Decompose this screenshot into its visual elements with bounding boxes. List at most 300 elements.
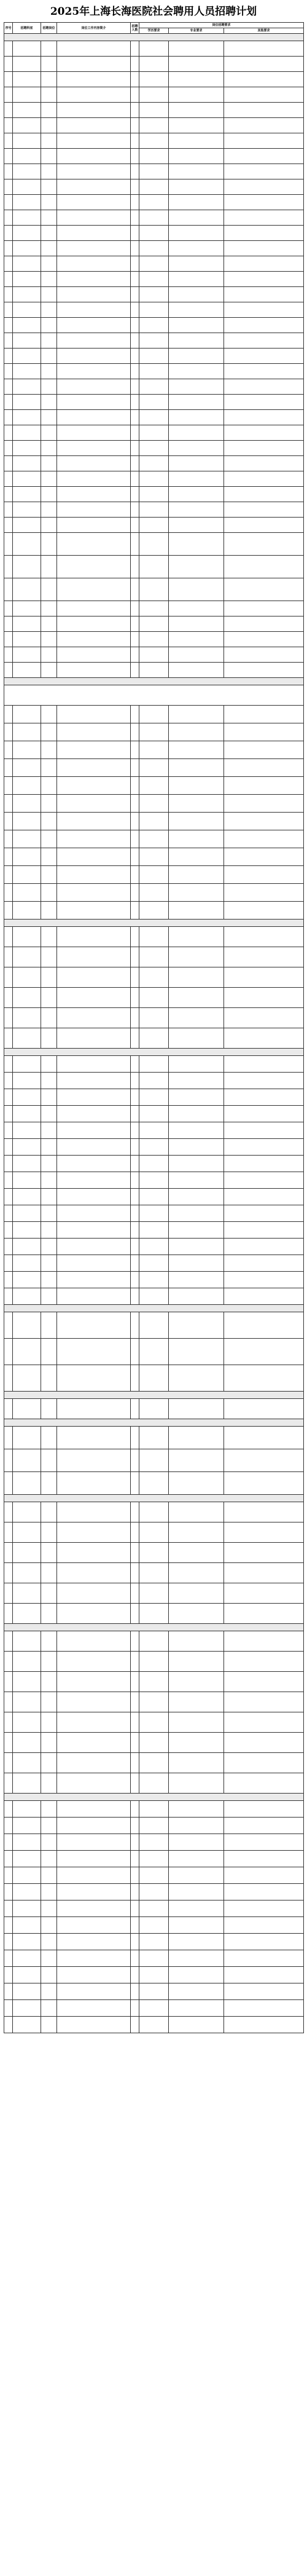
table-cell [169, 1773, 224, 1794]
table-cell [4, 556, 13, 578]
table-cell [224, 2000, 304, 2017]
table-cell [41, 1089, 57, 1106]
table-cell [41, 601, 57, 616]
table-cell [224, 533, 304, 556]
table-cell [169, 272, 224, 287]
table-cell [13, 663, 41, 678]
table-cell [169, 1818, 224, 1834]
table-cell [139, 647, 169, 663]
table-cell [131, 759, 139, 777]
table-cell [224, 1712, 304, 1733]
table-cell [57, 210, 131, 226]
table-cell [224, 72, 304, 87]
table-cell [131, 118, 139, 133]
table-cell [4, 57, 13, 72]
table-cell [224, 777, 304, 795]
table-cell [41, 830, 57, 848]
header-count: 招聘人数 [131, 23, 139, 34]
table-cell [131, 866, 139, 884]
table-cell [131, 1773, 139, 1794]
table-cell [41, 349, 57, 364]
table-cell [41, 1604, 57, 1624]
table-cell [139, 410, 169, 425]
table-cell [139, 1867, 169, 1884]
table-cell [224, 195, 304, 210]
table-cell [57, 759, 131, 777]
table-cell [224, 1967, 304, 1983]
table-row [4, 1967, 304, 1983]
table-row [4, 1239, 304, 1255]
table-cell [57, 1563, 131, 1583]
table-cell [41, 441, 57, 456]
table-cell [169, 395, 224, 410]
page-title: 2025年上海长海医院社会聘用人员招聘计划 [50, 6, 257, 18]
table-cell [139, 1917, 169, 1934]
table-cell [224, 556, 304, 578]
table-cell [224, 813, 304, 830]
table-cell [13, 1672, 41, 1692]
table-cell [169, 616, 224, 632]
table-cell [57, 632, 131, 647]
table-row [4, 777, 304, 795]
table-cell [57, 1255, 131, 1272]
table-cell [224, 471, 304, 487]
table-cell [57, 1472, 131, 1495]
table-cell [131, 1205, 139, 1222]
table-cell [13, 813, 41, 830]
table-cell [41, 1867, 57, 1884]
table-cell [139, 556, 169, 578]
table-cell [13, 1834, 41, 1851]
table-cell [224, 1056, 304, 1073]
table-cell [41, 1288, 57, 1305]
table-cell [57, 487, 131, 502]
table-cell [224, 848, 304, 866]
note-cell [4, 685, 304, 706]
table-cell [169, 1449, 224, 1472]
table-cell [13, 1449, 41, 1472]
table-cell [169, 1950, 224, 1967]
table-cell [169, 1122, 224, 1139]
table-cell [169, 1983, 224, 2000]
table-cell [131, 364, 139, 379]
table-cell [41, 1950, 57, 1967]
table-cell [131, 1967, 139, 1983]
table-cell [13, 1983, 41, 2000]
table-cell [4, 1583, 13, 1604]
table-row [4, 133, 304, 149]
table-cell [169, 1934, 224, 1950]
table-cell [139, 318, 169, 333]
table-row [4, 456, 304, 471]
table-cell [57, 1365, 131, 1392]
table-cell [169, 57, 224, 72]
table-cell [41, 1631, 57, 1652]
table-cell [224, 1867, 304, 1884]
table-row [4, 866, 304, 884]
table-cell [4, 1851, 13, 1867]
table-cell [224, 616, 304, 632]
table-cell [41, 241, 57, 256]
table-cell [13, 164, 41, 179]
table-cell [41, 57, 57, 72]
table-cell [4, 1867, 13, 1884]
table-cell [4, 195, 13, 210]
table-cell [13, 1056, 41, 1073]
table-cell [169, 149, 224, 164]
table-cell [169, 866, 224, 884]
table-cell [57, 2000, 131, 2017]
table-cell [131, 1652, 139, 1672]
table-cell [169, 118, 224, 133]
table-cell [4, 210, 13, 226]
table-cell [224, 118, 304, 133]
table-cell [224, 1917, 304, 1934]
table-row [4, 318, 304, 333]
table-cell [224, 1583, 304, 1604]
table-cell [169, 795, 224, 813]
table-cell [13, 1255, 41, 1272]
table-cell [139, 1801, 169, 1818]
table-cell [224, 1312, 304, 1339]
table-cell [57, 87, 131, 103]
table-cell [57, 1652, 131, 1672]
table-cell [169, 1884, 224, 1900]
table-cell [169, 164, 224, 179]
table-cell [13, 927, 41, 947]
table-cell [41, 795, 57, 813]
table-cell [139, 1522, 169, 1543]
table-row [4, 663, 304, 678]
table-cell [41, 1028, 57, 1049]
table-cell [139, 723, 169, 741]
table-cell [169, 848, 224, 866]
table-cell [169, 1604, 224, 1624]
table-cell [131, 1692, 139, 1712]
table-cell [4, 1028, 13, 1049]
table-cell [139, 1753, 169, 1773]
table-cell [224, 1884, 304, 1900]
table-cell [13, 1652, 41, 1672]
table-cell [57, 195, 131, 210]
table-cell [131, 1189, 139, 1205]
table-cell [4, 1801, 13, 1818]
table-cell [57, 1983, 131, 2000]
table-row [4, 349, 304, 364]
table-cell [13, 1583, 41, 1604]
table-cell [224, 1156, 304, 1172]
table-cell [131, 1712, 139, 1733]
table-row [4, 2017, 304, 2033]
table-cell [4, 1106, 13, 1122]
table-cell [4, 647, 13, 663]
table-row [4, 1851, 304, 1867]
table-cell [169, 1563, 224, 1583]
table-cell [4, 1753, 13, 1773]
table-cell [131, 41, 139, 57]
table-cell [41, 1427, 57, 1449]
table-cell [139, 302, 169, 318]
table-cell [41, 1733, 57, 1753]
table-cell [169, 425, 224, 441]
table-cell [13, 777, 41, 795]
table-cell [131, 947, 139, 967]
table-cell [57, 179, 131, 195]
table-cell [139, 1449, 169, 1472]
table-cell [13, 632, 41, 647]
table-cell [4, 1631, 13, 1652]
table-cell [139, 72, 169, 87]
table-cell [139, 1692, 169, 1712]
table-cell [131, 848, 139, 866]
table-cell [224, 1801, 304, 1818]
table-row [4, 256, 304, 272]
table-cell [169, 947, 224, 967]
table-cell [41, 272, 57, 287]
table-row [4, 195, 304, 210]
table-cell [169, 1753, 224, 1773]
table-cell [13, 1773, 41, 1794]
table-cell [139, 967, 169, 988]
table-cell [131, 195, 139, 210]
header-other: 其他要求 [224, 28, 304, 34]
table-cell [224, 1073, 304, 1089]
table-cell [169, 1631, 224, 1652]
table-row [4, 1156, 304, 1172]
table-cell [139, 1427, 169, 1449]
table-cell [139, 830, 169, 848]
table-cell [169, 1583, 224, 1604]
table-cell [57, 1028, 131, 1049]
table-cell [169, 349, 224, 364]
table-cell [4, 487, 13, 502]
table-cell [13, 902, 41, 920]
table-cell [4, 1818, 13, 1834]
table-cell [169, 1089, 224, 1106]
table-cell [131, 902, 139, 920]
table-cell [57, 57, 131, 72]
table-cell [139, 1239, 169, 1255]
table-cell [13, 1189, 41, 1205]
table-cell [41, 1583, 57, 1604]
section-row [4, 1049, 304, 1056]
table-row [4, 1773, 304, 1794]
table-cell [139, 947, 169, 967]
table-cell [57, 1672, 131, 1692]
table-cell [57, 1156, 131, 1172]
table-cell [139, 1818, 169, 1834]
table-cell [41, 927, 57, 947]
table-cell [57, 1399, 131, 1419]
table-cell [169, 364, 224, 379]
table-cell [13, 1950, 41, 1967]
table-row [4, 410, 304, 425]
table-cell [57, 1449, 131, 1472]
table-cell [169, 87, 224, 103]
table-cell [4, 1652, 13, 1672]
table-cell [41, 2017, 57, 2033]
table-row [4, 759, 304, 777]
table-cell [139, 1222, 169, 1239]
table-cell [131, 410, 139, 425]
table-cell [224, 179, 304, 195]
table-cell [139, 795, 169, 813]
table-cell [139, 866, 169, 884]
table-cell [57, 533, 131, 556]
table-cell [41, 1189, 57, 1205]
table-row [4, 1652, 304, 1672]
table-cell [131, 1472, 139, 1495]
table-cell [131, 1502, 139, 1522]
table-cell [57, 1801, 131, 1818]
table-cell [169, 1522, 224, 1543]
table-cell [57, 256, 131, 272]
table-cell [224, 1834, 304, 1851]
table-cell [41, 632, 57, 647]
table-cell [131, 777, 139, 795]
table-row [4, 87, 304, 103]
table-cell [139, 706, 169, 723]
table-cell [139, 1733, 169, 1753]
table-cell [169, 1288, 224, 1305]
table-cell [131, 441, 139, 456]
section-cell [4, 1495, 304, 1502]
table-cell [4, 395, 13, 410]
table-cell [139, 1089, 169, 1106]
table-row [4, 272, 304, 287]
table-cell [57, 647, 131, 663]
table-row [4, 1900, 304, 1917]
table-cell [13, 379, 41, 395]
table-cell [131, 1056, 139, 1073]
table-cell [169, 1672, 224, 1692]
table-cell [13, 1692, 41, 1712]
table-cell [4, 272, 13, 287]
table-cell [139, 1950, 169, 1967]
table-cell [13, 425, 41, 441]
table-cell [131, 1983, 139, 2000]
table-cell [169, 741, 224, 759]
table-cell [169, 578, 224, 601]
table-cell [139, 1631, 169, 1652]
table-cell [13, 1156, 41, 1172]
table-cell [41, 616, 57, 632]
table-cell [57, 1631, 131, 1652]
table-cell [224, 456, 304, 471]
section-row [4, 1392, 304, 1399]
table-cell [41, 195, 57, 210]
table-cell [4, 318, 13, 333]
table-cell [41, 226, 57, 241]
table-cell [13, 57, 41, 72]
table-cell [4, 1712, 13, 1733]
table-cell [13, 1712, 41, 1733]
table-cell [139, 364, 169, 379]
header-major: 专业要求 [169, 28, 224, 34]
table-cell [57, 349, 131, 364]
table-cell [131, 830, 139, 848]
table-cell [139, 1967, 169, 1983]
table-row [4, 1122, 304, 1139]
table-cell [41, 118, 57, 133]
table-cell [41, 1106, 57, 1122]
table-cell [57, 1073, 131, 1089]
table-cell [13, 1339, 41, 1365]
table-cell [169, 533, 224, 556]
table-cell [57, 1189, 131, 1205]
table-cell [57, 164, 131, 179]
table-cell [224, 302, 304, 318]
table-cell [4, 425, 13, 441]
table-cell [4, 1089, 13, 1106]
table-cell [13, 395, 41, 410]
table-cell [4, 349, 13, 364]
table-cell [13, 226, 41, 241]
table-cell [4, 1502, 13, 1522]
table-row [4, 813, 304, 830]
table-cell [13, 1900, 41, 1917]
table-cell [41, 149, 57, 164]
table-cell [169, 759, 224, 777]
table-cell [57, 1583, 131, 1604]
table-row [4, 988, 304, 1008]
table-cell [4, 759, 13, 777]
table-row [4, 723, 304, 741]
table-cell [139, 1139, 169, 1156]
table-cell [41, 302, 57, 318]
table-cell [131, 988, 139, 1008]
table-row [4, 41, 304, 57]
table-row [4, 1522, 304, 1543]
table-cell [57, 706, 131, 723]
table-cell [224, 1288, 304, 1305]
table-cell [169, 1365, 224, 1392]
table-cell [131, 103, 139, 118]
table-cell [169, 41, 224, 57]
table-cell [57, 1712, 131, 1733]
table-cell [13, 947, 41, 967]
table-cell [57, 663, 131, 678]
table-cell [13, 1399, 41, 1419]
table-cell [131, 287, 139, 302]
table-row [4, 1449, 304, 1472]
table-cell [139, 1205, 169, 1222]
table-row [4, 2000, 304, 2017]
table-cell [41, 706, 57, 723]
table-cell [57, 1288, 131, 1305]
section-row [4, 1624, 304, 1631]
table-cell [4, 1983, 13, 2000]
table-cell [13, 287, 41, 302]
table-cell [139, 1502, 169, 1522]
table-cell [169, 884, 224, 902]
table-cell [131, 1604, 139, 1624]
table-row [4, 1365, 304, 1392]
table-cell [131, 616, 139, 632]
table-cell [139, 1672, 169, 1692]
table-cell [169, 1867, 224, 1884]
table-cell [13, 456, 41, 471]
table-cell [4, 1073, 13, 1089]
table-cell [169, 830, 224, 848]
table-cell [224, 287, 304, 302]
table-cell [41, 1983, 57, 2000]
table-cell [139, 663, 169, 678]
table-cell [139, 1399, 169, 1419]
table-row [4, 1801, 304, 1818]
table-cell [131, 1288, 139, 1305]
table-cell [13, 1427, 41, 1449]
